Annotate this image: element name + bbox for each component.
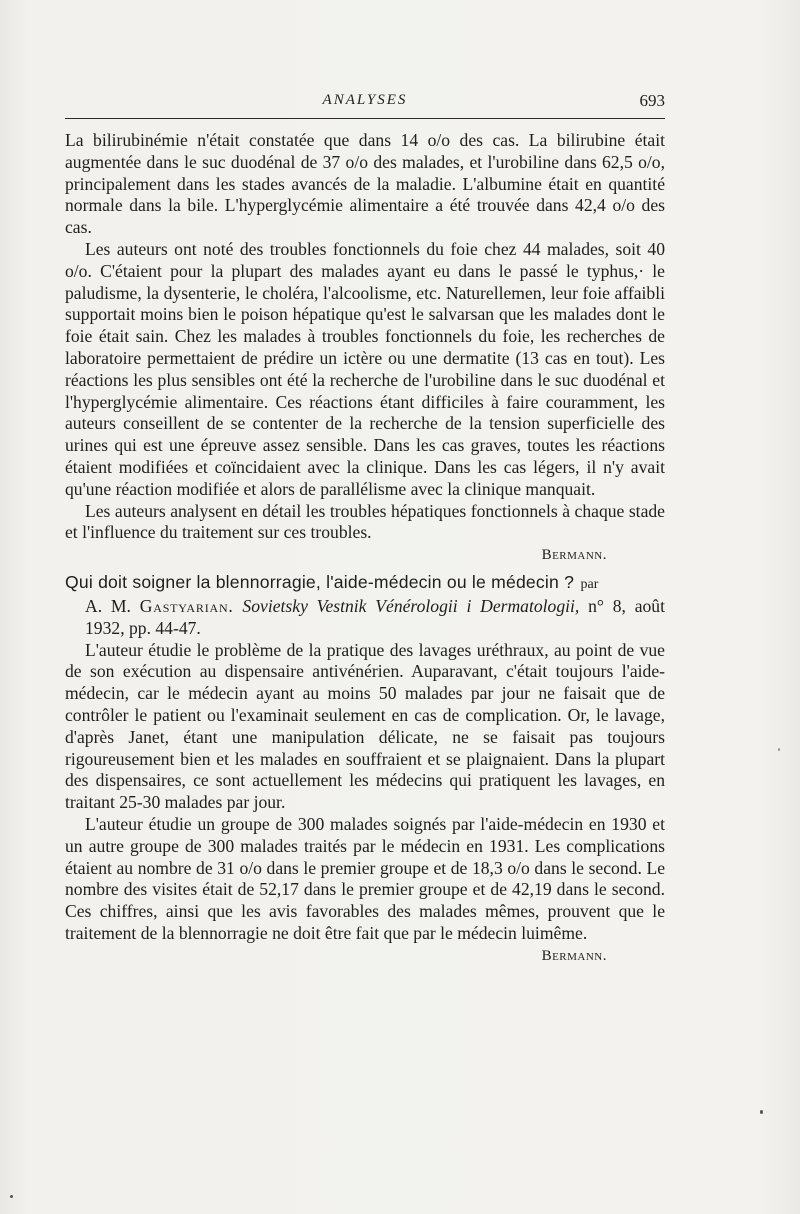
- article1-paragraph-3: Les auteurs analysent en détail les troubles hépatiques fonctionnels à chaque stade et l'influence du traitement sur ces troubles.: [65, 500, 665, 543]
- article2-author-name: Gastyarian.: [139, 595, 234, 616]
- article2-title: Qui doit soigner la blennorragie, l'aide-médecin ou le médecin ?: [65, 572, 575, 593]
- page-number: 693: [639, 91, 665, 110]
- paper-speck: [760, 1110, 763, 1114]
- article1-paragraph-1: La bilirubinémie n'était constatée que dans 14 o/o des cas. La bilirubine était augmentée dans le suc duodénal de 37 o/o des malades, et l'urobiline dans 62,5 o/o, principalement dans les stades avancés de la maladie. L'albumine était en quantité normale dans la bile. L'hyperglycémie alimentaire a été trouvée dans 42,4 o/o des cas.: [65, 130, 665, 238]
- article2-paragraph-1: L'auteur étudie le problème de la pratique des lavages uréthraux, au point de vue de son exécution au dispensaire antivénérien. Auparavant, c'était toujours l'aide-médecin, car le médecin ayant au moins 50 malades par jour ne faisait que de contrôler le patient ou l'examinait seulement en cas de complication. Or, le lavage, d'après Janet, étant une manipulation délicate, ne se faisait pas toujours rigoureusement bien et les malades en souffraient et se plaignaient. Dans la plupart des dispensaires, ce sont actuellement les médecins qui pratiquent les lavages, en traitant 25-30 malades par jour.: [65, 639, 665, 813]
- article1-paragraph-2: Les auteurs ont noté des troubles fonctionnels du foie chez 44 malades, soit 40 o/o. C'étaient pour la plupart des malades ayant eu dans le passé le typhus,· le paludisme, la dysenterie, le choléra, l'alcoolisme, etc. Naturellemen, leur foie affaibli supportait moins bien le poison hépatique qu'est le salvarsan que les malades dont le foie était sain. Chez les malades à troubles fonctionnels du foie, les recherches de laboratoire permettaient de prédire un ictère ou une dermatite (13 cas en tout). Les réactions les plus sensibles ont été la recherche de l'urobiline dans le suc duodénal et l'hyperglycémie alimentaire. Ces réactions étant difficiles à faire couramment, les auteurs conseillent de se contenter de la recherche de la tension superficielle des urines qui est une épreuve assez sensible. Dans les cas graves, toutes les réactions étaient modifiées et coïncidaient avec la clinique. Dans les cas légers, il n'y avait qu'une réaction modifiée et alors de parallélisme avec la clinique manquait.: [65, 238, 665, 499]
- article2-paragraph-2: L'auteur étudie un groupe de 300 malades soignés par l'aide-médecin en 1930 et un autre groupe de 300 malades traités par le médecin en 1931. Les complications étaient au nombre de 31 o/o dans le premier groupe et de 18,3 o/o dans le second. Le nombre des visites était de 52,17 dans le premier groupe et de 42,19 dans le second. Ces chiffres, ainsi que les avis favorables des malades mêmes, prouvent que le traitement de la blennorragie ne doit être fait que par le médecin luimême.: [65, 813, 665, 943]
- paper-speck: [10, 1195, 13, 1198]
- article2-author-initials: A. M.: [85, 595, 131, 616]
- running-header: [65, 88, 665, 119]
- article1-signature: Bermann.: [541, 547, 607, 564]
- article2-reference: [65, 596, 665, 640]
- article2-signature: Bermann.: [541, 947, 607, 964]
- article2-by: par: [580, 577, 599, 593]
- article2-heading: [65, 572, 665, 639]
- article2-citation: n° 8, août 1932, pp. 44-47.: [85, 595, 665, 638]
- running-title: ANALYSES: [322, 92, 408, 108]
- body-text: [65, 130, 665, 967]
- article2-journal: Sovietsky Vestnik Vénérologii i Dermatologii,: [242, 595, 580, 616]
- paper-speck: [778, 748, 780, 751]
